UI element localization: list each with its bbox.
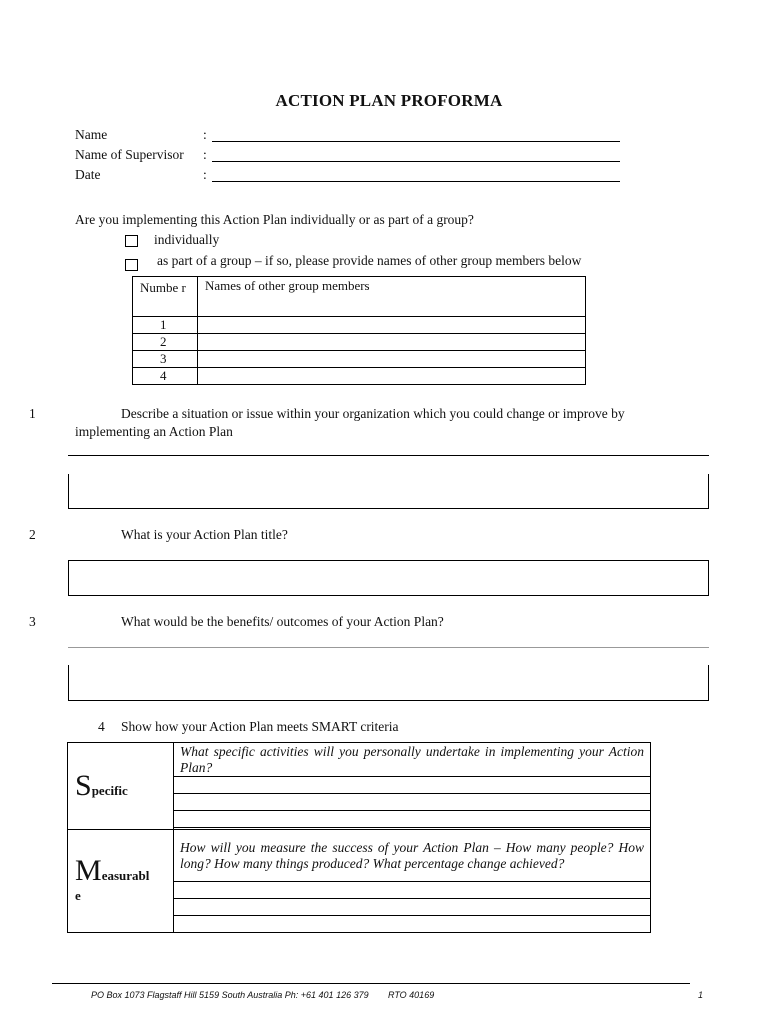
specific-answer-line[interactable]: [174, 794, 651, 811]
smart-row-measurable: [68, 830, 651, 882]
measurable-label-cell: [68, 830, 174, 933]
group-members-table: [132, 276, 586, 385]
specific-label-cell: [68, 743, 174, 830]
question-1-text: Describe a situation or issue within your organization which you could change or improve by: [121, 406, 625, 421]
footer-page-number: 1: [698, 990, 704, 1000]
footer-divider: [52, 983, 690, 984]
member-name-cell[interactable]: [198, 368, 586, 385]
specific-rest: pecific: [91, 783, 128, 798]
question-4-text: Show how your Action Plan meets SMART criteria: [121, 719, 399, 734]
question-3-divider: [68, 647, 709, 648]
measurable-answer-line[interactable]: [174, 881, 651, 898]
row-number: 3: [133, 351, 198, 368]
row-number: 1: [133, 317, 198, 334]
individual-option-label: individually: [154, 232, 220, 247]
measurable-answer-line[interactable]: [174, 915, 651, 932]
question-1-divider: [68, 455, 709, 456]
group-question: Are you implementing this Action Plan individually or as part of a group?: [75, 212, 474, 227]
measurable-prompt: How will you measure the success of your Action Plan – How many people? How long? How many things produced? What percentage change achieved?: [180, 839, 644, 871]
header-names: Names of other group members: [198, 277, 586, 317]
smart-row-specific: [68, 743, 651, 777]
table-row: [133, 317, 586, 334]
date-field[interactable]: [212, 181, 620, 182]
date-colon: :: [203, 167, 207, 182]
name-field[interactable]: [212, 141, 620, 142]
date-label: Date: [75, 167, 101, 182]
question-4-number: 4: [98, 719, 105, 734]
specific-letter: S: [75, 769, 92, 802]
measurable-rest-wrap: e: [75, 887, 81, 903]
member-name-cell[interactable]: [198, 334, 586, 351]
header-number: Numbe r: [133, 277, 198, 317]
member-name-cell[interactable]: [198, 317, 586, 334]
specific-answer-line[interactable]: [174, 777, 651, 794]
footer-address: PO Box 1073 Flagstaff Hill 5159 South Australia Ph: +61 401 126 379: [91, 990, 369, 1000]
question-3-number: 3: [29, 614, 36, 629]
question-3-answer-box[interactable]: [68, 665, 709, 701]
group-checkbox[interactable]: [125, 259, 138, 271]
table-header-row: [133, 277, 586, 317]
measurable-rest: easurabl: [101, 867, 150, 883]
supervisor-field[interactable]: [212, 161, 620, 162]
footer-rto: RTO 40169: [388, 990, 435, 1000]
specific-prompt-cell: [174, 743, 651, 777]
name-colon: :: [203, 127, 207, 142]
measurable-prompt-cell: [174, 830, 651, 882]
group-option-label: as part of a group – if so, please provide names of other group members below: [157, 253, 582, 268]
question-2-number: 2: [29, 527, 36, 542]
question-2-answer-box[interactable]: [68, 560, 709, 596]
specific-prompt: What specific activities will you personally undertake in implementing your Action Plan?: [180, 744, 644, 775]
row-number: 2: [133, 334, 198, 351]
name-label: Name: [75, 127, 108, 142]
table-row: [133, 334, 586, 351]
smart-criteria-table: [67, 742, 651, 933]
question-3-text: What would be the benefits/ outcomes of your Action Plan?: [121, 614, 444, 629]
member-name-cell[interactable]: [198, 351, 586, 368]
supervisor-label: Name of Supervisor: [75, 147, 184, 162]
document-title: ACTION PLAN PROFORMA: [275, 91, 503, 110]
measurable-letter: M: [75, 853, 102, 887]
specific-answer-line[interactable]: [174, 811, 651, 828]
question-1-number: 1: [29, 406, 36, 421]
question-1-answer-box[interactable]: [68, 474, 709, 509]
row-number: 4: [133, 368, 198, 385]
question-1-text-cont: implementing an Action Plan: [75, 424, 233, 439]
individual-checkbox[interactable]: [125, 235, 138, 247]
supervisor-colon: :: [203, 147, 207, 162]
measurable-answer-line[interactable]: [174, 898, 651, 915]
table-row: [133, 368, 586, 385]
table-row: [133, 351, 586, 368]
question-2-text: What is your Action Plan title?: [121, 527, 288, 542]
